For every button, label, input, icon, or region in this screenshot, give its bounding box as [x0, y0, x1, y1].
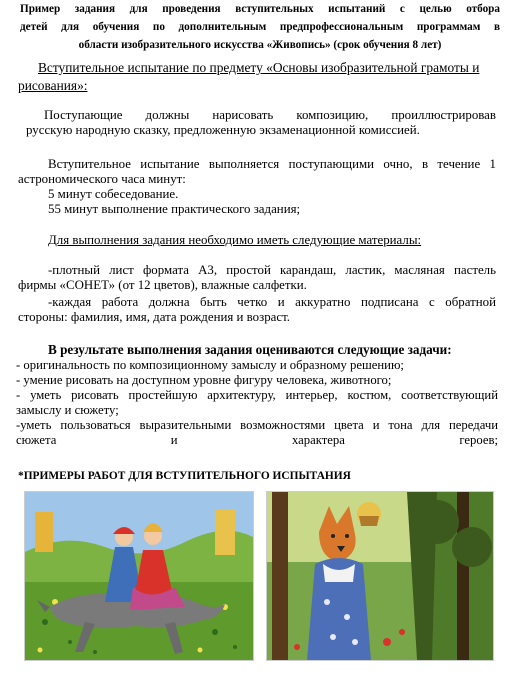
- task-paragraph: [18, 108, 496, 138]
- materials-heading: Для выполнения задания необходимо иметь следующие материалы:: [48, 233, 422, 247]
- section-title-line-2: рисования»:: [18, 78, 88, 93]
- materials-p1-line-2: фирмы «СОНЕТ» (от 12 цветов), влажные салфетки.: [18, 278, 307, 292]
- examples-heading: *ПРИМЕРЫ РАБОТ ДЛЯ ВСТУПИТЕЛЬНОГО ИСПЫТАНИЯ: [18, 470, 351, 482]
- task-line-1: Поступающие должны нарисовать композицию, проиллюстрировав: [44, 108, 496, 122]
- header-line-2: детей для обучения по дополнительным предпрофессиональным программам в: [20, 21, 500, 33]
- section-title: [18, 59, 498, 95]
- materials-list: [18, 263, 496, 325]
- wolf-rider-painting: [25, 492, 253, 660]
- timing-line-1: Вступительное испытание выполняется поступающими очно, в течение 1: [48, 157, 496, 171]
- evaluation-item-4-word-4: героев;: [459, 433, 498, 447]
- evaluation-item-3-line-2: замыслу и сюжету;: [16, 403, 119, 417]
- header-line-3: области изобразительного искусства «Живопись» (срок обучения 8 лет): [78, 39, 442, 51]
- section-title-line-1: Вступительное испытание по предмету «Основы изобразительной грамоты и: [38, 60, 480, 75]
- example-painting-wolf: [24, 491, 254, 661]
- fox-forest-painting: [267, 492, 493, 660]
- document-header: [20, 0, 500, 54]
- materials-p2-line-1: -каждая работа должна быть четко и аккуратно подписана с обратной: [48, 295, 496, 309]
- timing-paragraph: [18, 157, 496, 217]
- evaluation-list: [16, 358, 498, 448]
- example-painting-fox: [266, 491, 494, 661]
- evaluation-heading: В результате выполнения задания оцениваются следующие задачи:: [48, 342, 452, 357]
- evaluation-item-3-line-1: - уметь рисовать простейшую архитектуру, интерьер, костюм, соответствующий: [16, 388, 498, 402]
- evaluation-item-4-word-1: сюжета: [16, 433, 57, 447]
- timing-item-2: 55 минут выполнение практического задания;: [48, 202, 301, 216]
- evaluation-item-1: - оригинальность по композиционному замыслу и образному решению;: [16, 358, 404, 372]
- task-line-2: русскую народную сказку, предложенную экзаменационной комиссией.: [26, 123, 420, 137]
- timing-line-2: астрономического часа минут:: [18, 172, 186, 186]
- materials-p1-line-1: -плотный лист формата А3, простой карандаш, ластик, масляная пастель: [48, 263, 496, 277]
- header-line-1: Пример задания для проведения вступительных испытаний с целью отбора: [20, 3, 500, 15]
- evaluation-item-4-line-1: -уметь пользоваться выразительными возможностями цвета и тона для передачи: [16, 418, 498, 432]
- materials-p2-line-2: стороны: фамилия, имя, дата рождения и возраст.: [18, 310, 290, 324]
- evaluation-item-4-word-3: характера: [291, 433, 345, 447]
- evaluation-item-4-word-2: и: [170, 433, 178, 447]
- evaluation-item-2: - умение рисовать на доступном уровне фигуру человека, животного;: [16, 373, 392, 387]
- timing-item-1: 5 минут собеседование.: [48, 187, 179, 201]
- evaluation-item-4-line-2: [16, 433, 498, 448]
